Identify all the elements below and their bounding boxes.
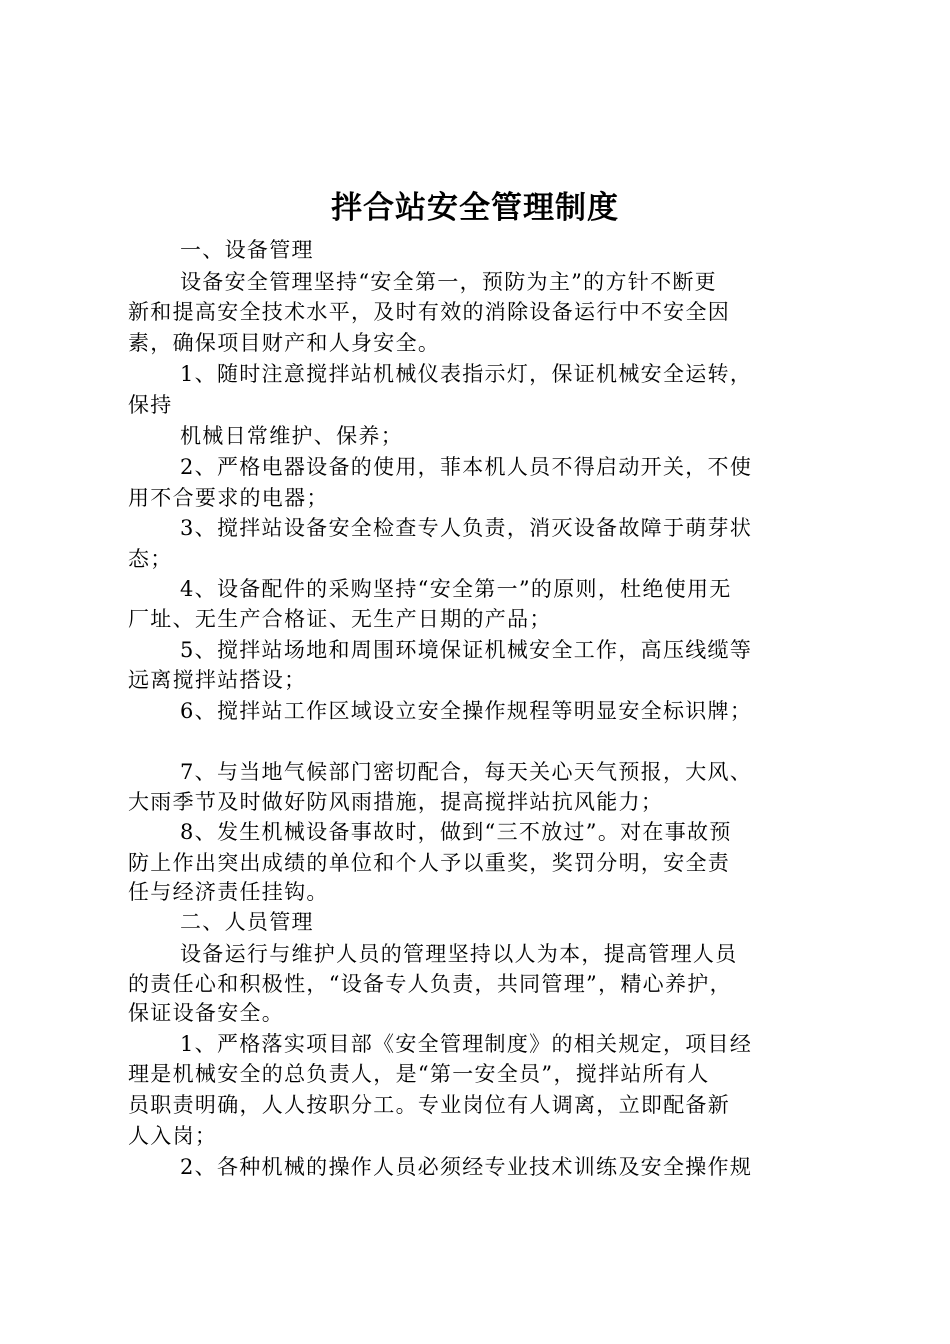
section-heading-personnel: 二、人员管理 bbox=[180, 910, 314, 934]
list-item-line: 2、各种机械的操作人员必须经专业技术训练及安全操作规 bbox=[180, 1155, 753, 1179]
paragraph-line: 保证设备安全。 bbox=[128, 1001, 285, 1025]
list-item-line: 大雨季节及时做好防风雨措施，提高搅拌站抗风能力； bbox=[128, 790, 664, 814]
list-item-line: 厂址、无生产合格证、无生产日期的产品； bbox=[128, 607, 552, 631]
section-heading-equipment: 一、设备管理 bbox=[180, 238, 314, 262]
list-item-line: 防上作出突出成绩的单位和个人予以重奖，奖罚分明，安全责 bbox=[128, 851, 731, 875]
list-item-line: 机械日常维护、保养； bbox=[180, 424, 403, 448]
list-item-line: 任与经济责任挂钩。 bbox=[128, 880, 329, 904]
paragraph-line: 设备运行与维护人员的管理坚持以人为本，提高管理人员 bbox=[180, 942, 738, 966]
list-item-line: 7、与当地气候部门密切配合，每天关心天气预报，大风、 bbox=[180, 760, 753, 784]
list-item-line: 4、设备配件的采购坚持“安全第一”的原则，杜绝使用无 bbox=[180, 577, 732, 601]
paragraph-line: 设备安全管理坚持“安全第一，预防为主”的方针不断更 bbox=[180, 270, 717, 294]
list-item-line: 8、发生机械设备事故时，做到“三不放过”。对在事故预 bbox=[180, 820, 732, 844]
list-item-line: 2、严格电器设备的使用，菲本机人员不得启动开关，不使 bbox=[180, 455, 753, 479]
list-item-line: 5、搅拌站场地和周围环境保证机械安全工作，高压线缆等 bbox=[180, 638, 753, 662]
list-item-line: 用不合要求的电器； bbox=[128, 486, 329, 510]
list-item-line: 1、随时注意搅拌站机械仪表指示灯，保证机械安全运转， bbox=[180, 362, 753, 386]
list-item-line: 保持 bbox=[128, 393, 173, 417]
list-item-line: 态； bbox=[128, 547, 173, 571]
paragraph-line: 的责任心和积极性，“设备专人负责，共同管理”，精心养护， bbox=[128, 972, 732, 996]
paragraph-line: 新和提高安全技术水平，及时有效的消除设备运行中不安全因 bbox=[128, 300, 731, 324]
document-title: 拌合站安全管理制度 bbox=[331, 190, 619, 226]
list-item-line: 人入岗； bbox=[128, 1124, 218, 1148]
list-item-line: 员职责明确，人人按职分工。专业岗位有人调离，立即配备新 bbox=[128, 1093, 731, 1117]
list-item-line: 理是机械安全的总负责人，是“第一安全员”，搅拌站所有人 bbox=[128, 1062, 710, 1086]
list-item-line: 1、严格落实项目部《安全管理制度》的相关规定，项目经 bbox=[180, 1032, 753, 1056]
list-item-line: 远离搅拌站搭设； bbox=[128, 668, 307, 692]
list-item-line: 6、搅拌站工作区域设立安全操作规程等明显安全标识牌； bbox=[180, 699, 753, 723]
paragraph-line: 素，确保项目财产和人身安全。 bbox=[128, 331, 441, 355]
list-item-line: 3、搅拌站设备安全检查专人负责，消灭设备故障于萌芽状 bbox=[180, 516, 753, 540]
